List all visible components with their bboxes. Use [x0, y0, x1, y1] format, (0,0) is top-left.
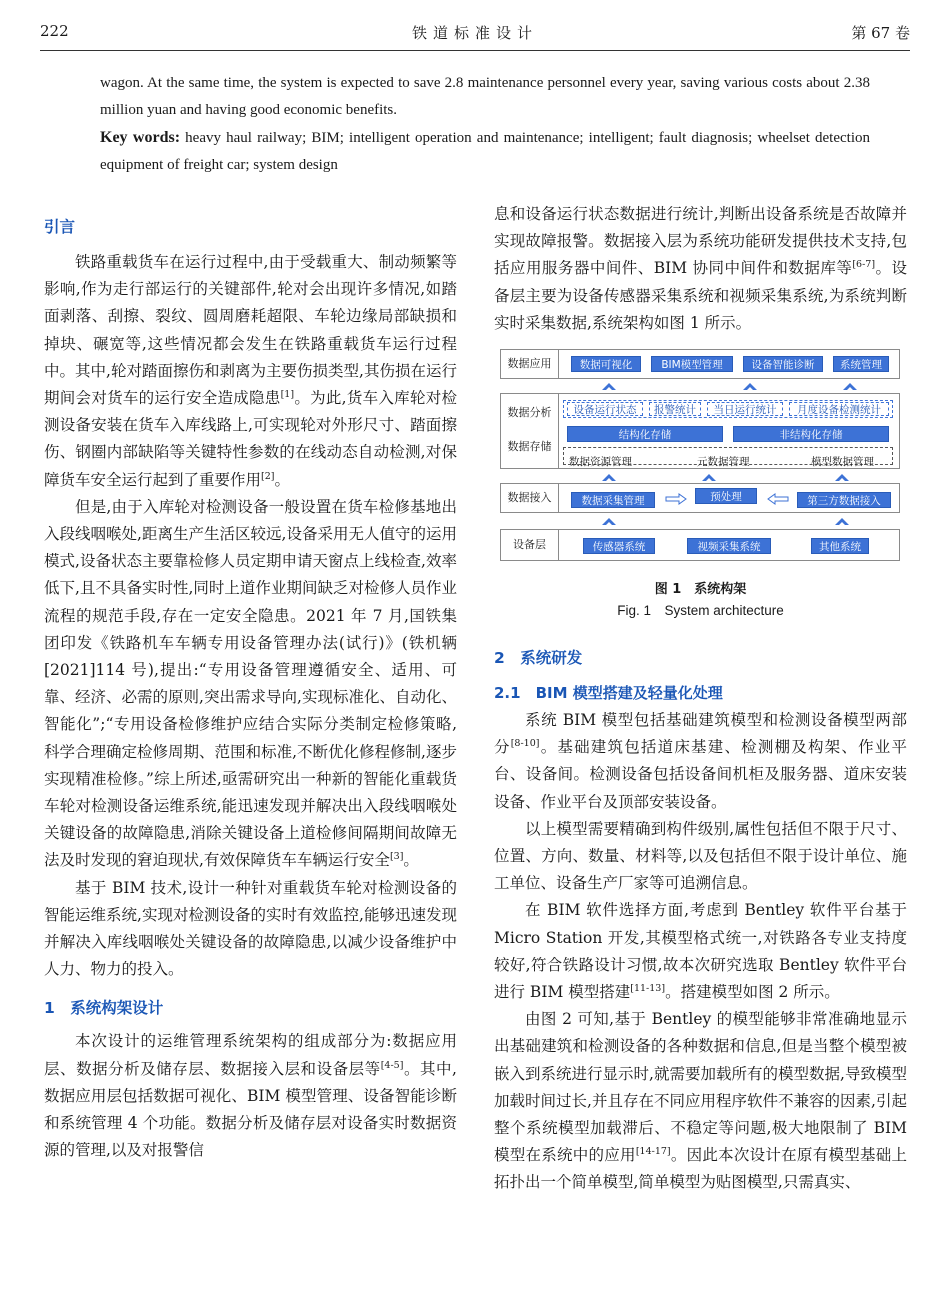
section-2-1-heading: 2.1 BIM 模型搭建及轻量化处理 — [494, 684, 723, 703]
device-item: 视频采集系统 — [687, 538, 771, 554]
system-architecture-figure — [500, 349, 900, 569]
app-item: 设备智能诊断 — [743, 356, 823, 372]
header-divider — [40, 50, 910, 51]
storage-mgmt-item: 模型数据管理 — [811, 456, 874, 469]
intro-paragraph-3: 基于 BIM 技术,设计一种针对重载货车轮对检测设备的智能运维系统,实现对检测设备的实时有效监控,能够迅速发现并解决入库线咽喉处关键设备的故障隐患,以减少设备维护中人力、物力的投入。 — [44, 878, 457, 979]
left-column — [44, 200, 457, 1165]
intro-paragraph-1: 铁路重载货车在运行过程中,由于受载重大、制动频繁等影响,作为走行部运行的关键部件,轮对会出现许多情况,如踏面剥落、刮擦、裂纹、圆周磨耗超限、车轮边缘局部缺损和掉块、碾宽等,这些情况都会发生在铁路重载货车运行过程中。其中,轮对踏面擦伤和剥离为主要伤损类型,其伤损在运行期间会对货车的运行安全造成隐患[1]。为此,货车入库轮对检测设备安装在货车入库线路上,可实现轮对外形尺寸、踏面擦伤、钢圈内部缺陷等关键特性参数的在线动态自动检测,对保障货车安全运行起到了重要作用[2]。 — [44, 253, 457, 489]
storage-mgmt-item: 数据资源管理 — [569, 456, 632, 469]
right-column — [494, 201, 907, 1197]
running-header — [40, 22, 910, 46]
layer-data-access — [500, 483, 900, 513]
layer-label: 数据接入 — [501, 484, 559, 512]
volume-label: 第 67 卷 — [851, 24, 910, 42]
abstract-tail — [100, 70, 870, 179]
intro-heading: 引言 — [44, 218, 76, 236]
figure-caption-cn: 图 1 系统构架 — [654, 582, 747, 598]
citation: [3] — [389, 851, 404, 863]
section-1-paragraph: 本次设计的运维管理系统架构的组成部分为:数据应用层、数据分析及储存层、数据接入层和设备层等[4-5]。其中,数据应用层包括数据可视化、BIM 模型管理、设备智能诊断和系统管理 4 个功能。数据分析及储存层对设备实时数据资源的管理,以及对报警信 — [44, 1032, 457, 1160]
citation: [2] — [261, 470, 275, 482]
abstract-text: wagon. At the same time, the system is expected to save 2.8 maintenance personnel every year, saving various costs about 2.38 million yuan and having good economic benefits. — [100, 75, 870, 118]
layer-label: 设备层 — [501, 530, 559, 560]
layer-label: 数据分析 — [507, 406, 552, 420]
layer-device — [500, 529, 900, 561]
app-item: BIM模型管理 — [651, 356, 733, 372]
access-item: 数据采集管理 — [571, 492, 655, 508]
analysis-item: 设备运行状态 — [567, 402, 643, 416]
analysis-item: 月度设备检测统计 — [789, 402, 889, 416]
keywords-label: Key words: — [100, 129, 181, 146]
analysis-item: 当日运行统计 — [707, 402, 783, 416]
analysis-item: 报警统计 — [649, 402, 701, 416]
storage-item: 结构化存储 — [567, 426, 723, 442]
storage-item: 非结构化存储 — [733, 426, 889, 442]
citation: [11-13] — [630, 982, 666, 994]
app-item: 数据可视化 — [571, 356, 641, 372]
layer-data-app — [500, 349, 900, 379]
section-2-1-paragraph-3: 在 BIM 软件选择方面,考虑到 Bentley 软件平台基于 Micro Station 开发,其模型格式统一,对铁路各专业支持度较好,符合铁路设计习惯,故本次研究选取 Bentley 软件平台进行 BIM 模型搭建[11-13]。搭建模型如图 2 所示。 — [494, 901, 907, 1002]
access-item: 预处理 — [695, 488, 757, 504]
section-2-1-paragraph-4: 由图 2 可知,基于 Bentley 的模型能够非常准确地显示出基础建筑和检测设备的各种数据和信息,但是当整个模型被嵌入到系统进行显示时,就需要加载所有的模型数据,导致模型加载时间过长,并且存在不同应用程序软件不兼容的因素,引起整个系统模型加载滞后、不稳定等问题,极大地限制了 BIM 模型在系统中的应用[14-17]。因此本次设计在原有模型基础上拓扑出一个简单模型,简单模型为贴图模型,只需真实、 — [494, 1010, 907, 1192]
intro-paragraph-2: 但是,由于入库轮对检测设备一般设置在货车检修基地出入段线咽喉处,距离生产生活区较远,设备采用无人值守的运用模式,设备状态主要靠检修人员定期申请天窗点上线检查,效率低下,且不具备实时性,同时上道作业期间缺乏对检修人员作业流程的规范手段,存在一定安全隐患。2021 年 7 月,国铁集团印发《铁路机车车辆专用设备管理办法(试行)》(铁机辆[2021]114 号),提出:“专用设备管理遵循安全、适用、可靠、经济、必需的原则,突出需求导向,实现标准化、自动化、智能化”;“专用设备检修维护应结合实际分类制定检修策略,科学合理确定检修周期、范围和标准,不断优化修程修制,逐步实现精准检修。”综上所述,亟需研究出一种新的智能化重载货车轮对检测设备运维系统,能迅速发现并解决出入段线咽喉处关键设备的故障隐患,消除关键设备上道检修间隔期间故障无法及时发现的窘迫现状,有效保障货车车辆运行安全[3]。 — [44, 497, 457, 870]
citation: [14-17] — [635, 1146, 671, 1158]
section-2-heading: 2 系统研发 — [494, 649, 583, 668]
layer-label-group — [501, 394, 559, 468]
section-2-1-paragraph-2: 以上模型需要精确到构件级别,属性包括但不限于尺寸、位置、方向、数量、材料等,以及包括但不限于设计单位、施工单位、设备生产厂家等可追溯信息。 — [494, 819, 907, 893]
section-1-continued: 息和设备运行状态数据进行统计,判断出设备系统是否故障并实现故障报警。数据接入层为系统功能研发提供技术支持,包括应用服务器中间件、BIM 协同中间件和数据库等[6-7]。设备层主要为设备传感器采集系统和视频采集系统,为系统判断实时采集数据,系统架构如图 1 所示。 — [494, 205, 907, 332]
keywords-text: heavy haul railway; BIM; intelligent operation and maintenance; intelligent; fault diagnosis; wheelset detection equipment of freight car; system design — [100, 130, 870, 173]
journal-title: 铁道标准设计 — [411, 24, 538, 42]
app-item: 系统管理 — [833, 356, 889, 372]
citation: [8-10] — [510, 738, 540, 750]
layer-analysis-storage — [500, 393, 900, 469]
layer-label: 数据存储 — [507, 440, 552, 454]
section-1-heading: 1 系统构架设计 — [44, 999, 164, 1018]
storage-mgmt-item: 元数据管理 — [697, 456, 750, 469]
section-2-1-paragraph-1: 系统 BIM 模型包括基础建筑模型和检测设备模型两部分[8-10]。基础建筑包括道床基建、检测棚及构架、作业平台、设备间。检测设备包括设备间机柜及服务器、道床安装设备、作业平台及顶部安装设备。 — [494, 711, 907, 811]
device-item: 其他系统 — [811, 538, 869, 554]
citation: [1] — [280, 388, 295, 400]
figure-caption-en: Fig. 1 System architecture — [617, 603, 784, 619]
device-item: 传感器系统 — [583, 538, 655, 554]
citation: [6-7] — [852, 259, 876, 271]
keywords-line — [100, 124, 870, 179]
access-item: 第三方数据接入 — [797, 492, 891, 508]
page-number: 222 — [40, 22, 69, 40]
layer-label: 数据应用 — [501, 350, 559, 378]
citation: [4-5] — [380, 1059, 404, 1071]
